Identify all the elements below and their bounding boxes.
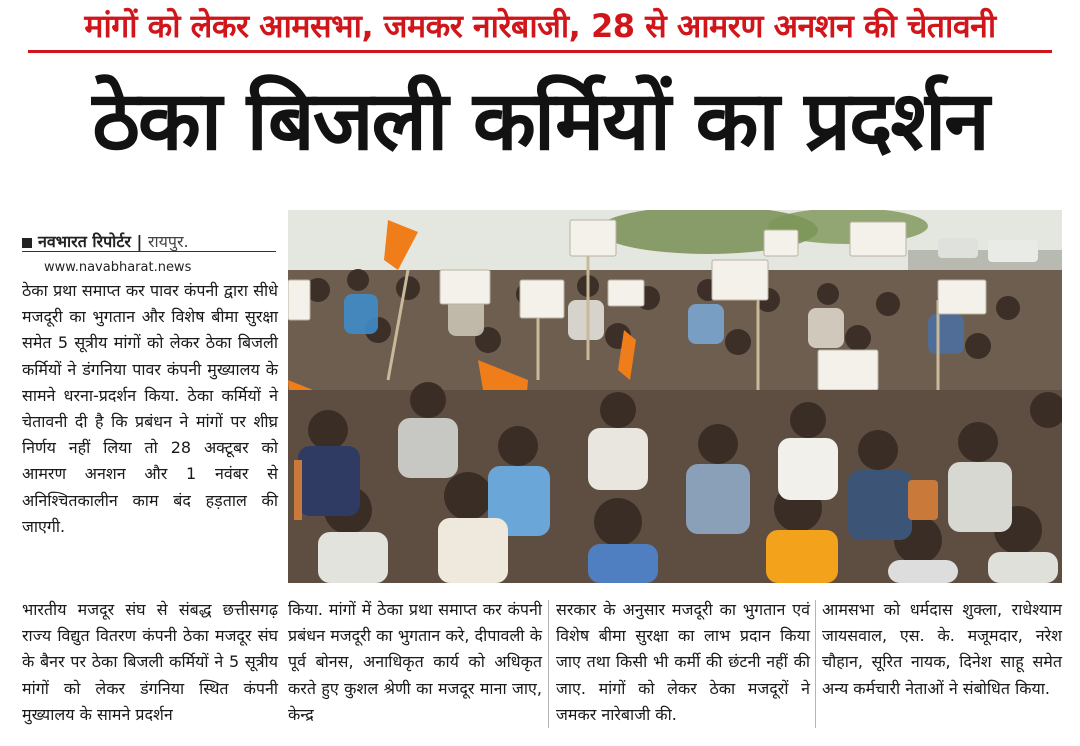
byline — [22, 230, 189, 252]
kicker-divider — [28, 50, 1052, 53]
protest-crowd-illustration — [288, 210, 1062, 583]
article-column-4: आमसभा को धर्मदास शुक्ला, राधेश्याम जायसवाल, एस. के. मजूमदार, नरेश चौहान, सूरित नायक, दिनेश साहू समेत अन्य कर्मचारी नेताओं ने संबोधित किया. — [822, 600, 1062, 698]
protest-photo — [288, 210, 1062, 583]
byline-city: रायपुर. — [147, 232, 189, 251]
byline-separator: | — [136, 232, 143, 251]
column-divider — [548, 600, 549, 728]
kicker-headline: मांगों को लेकर आमसभा, जमकर नारेबाजी, 28 से आमरण अनशन की चेतावनी — [84, 7, 996, 45]
main-headline: ठेका बिजली कर्मियों का प्रदर्शन — [92, 74, 988, 169]
article-column-2: किया. मांगों में ठेका प्रथा समाप्त कर कंपनी प्रबंधन मजदूरी का भुगतान करे, दीपावली के पूर्व बोनस, अनाधिकृत कार्य को अधिकृत करते हुए कुशल श्रेणी का मजदूर माना जाए, केन्द्र — [288, 600, 542, 724]
byline-square-icon — [22, 238, 32, 248]
website-url: www.navabharat.news — [44, 260, 192, 275]
article-column-3: सरकार के अनुसार मजदूरी का भुगतान एवं विशेष बीमा सुरक्षा का लाभ प्रदान किया जाए तथा किसी भी कर्मी की छंटनी नहीं की जाए. मांगों को लेकर ठेका मजदूरों ने जमकर नारेबाजी की. — [556, 600, 810, 724]
byline-reporter: नवभारत रिपोर्टर — [38, 232, 131, 251]
article-column-1-bottom: भारतीय मजदूर संघ से संबद्ध छत्तीसगढ़ राज्य विद्युत वितरण कंपनी ठेका मजदूर संघ के बैनर पर ठेका बिजली कर्मियों ने 5 सूत्रीय मांगों को लेकर डंगनिया स्थित कंपनी मुख्यालय के सामने प्रदर्शन — [22, 600, 278, 724]
column-divider — [815, 600, 816, 728]
byline-divider — [22, 251, 276, 252]
article-column-1-top: ठेका प्रथा समाप्त कर पावर कंपनी द्वारा सीधे मजदूरी का भुगतान और विशेष बीमा सुरक्षा समेत 5 सूत्रीय मांगों को लेकर ठेका बिजली कर्मियों ने डंगनिया पावर कंपनी मुख्यालय के सामने धरना-प्रदर्शन किया. ठेका कर्मियों ने चेतावनी दी है कि प्रबंधन ने मांगों पर शीघ्र निर्णय नहीं लिया तो 28 अक्टूबर को आमरण अनशन और 1 नवंबर से अनिश्चितकालीन काम बंद हड़ताल की जाएगी. — [22, 281, 278, 536]
